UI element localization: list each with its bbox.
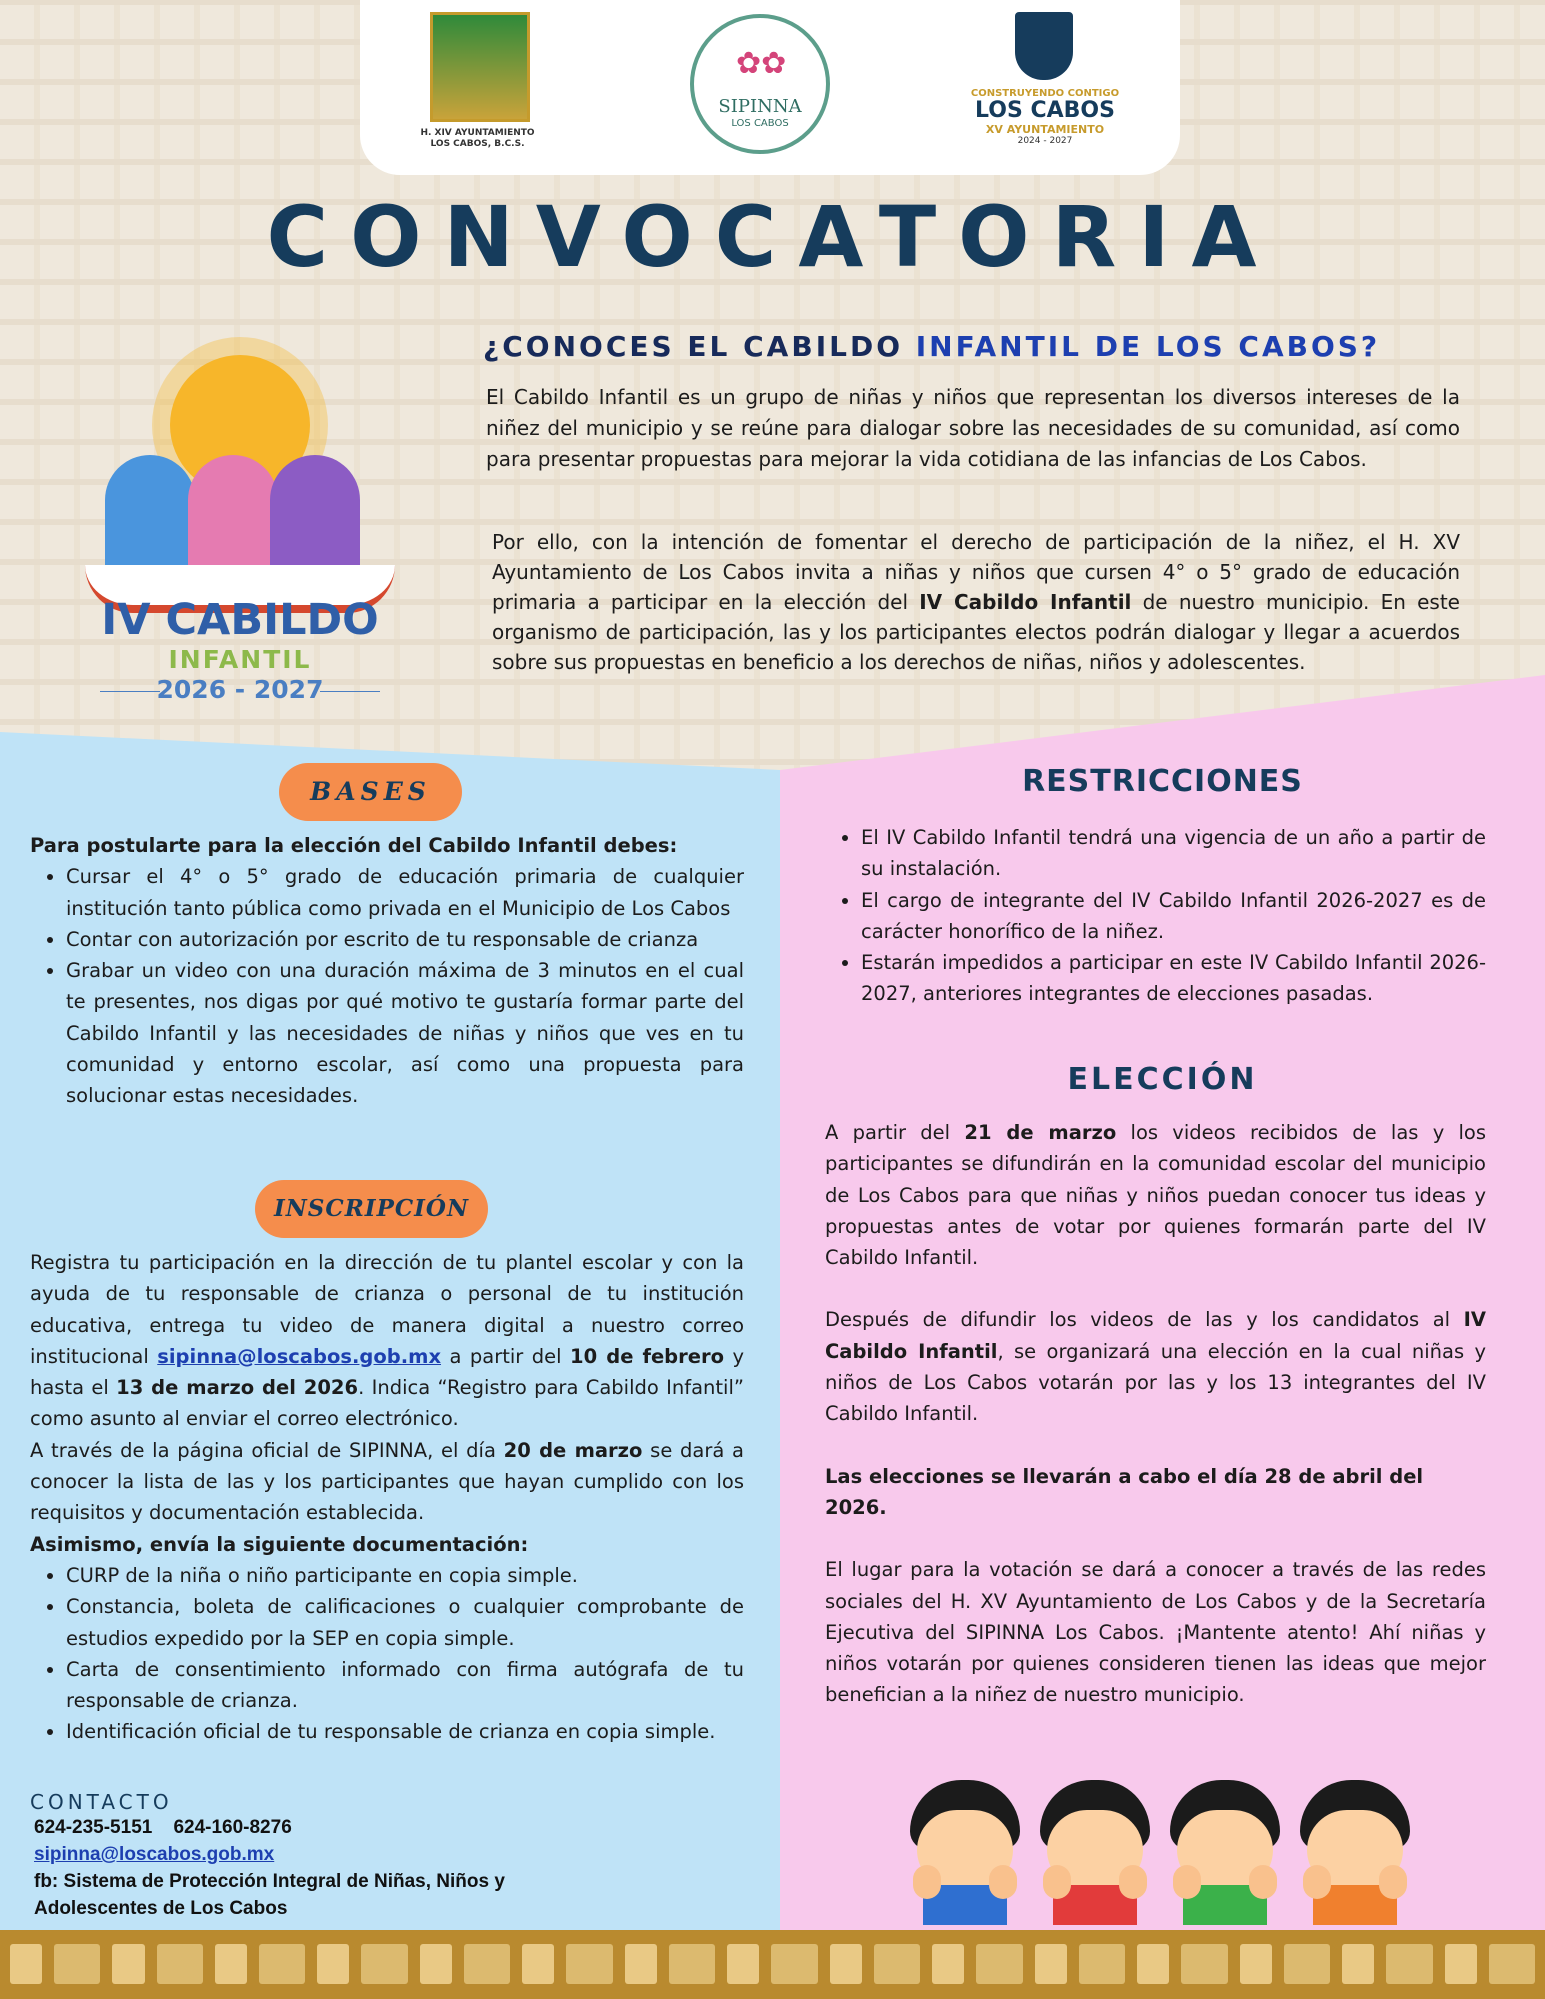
child-silhouette-pink-icon	[188, 455, 278, 575]
docs-list	[30, 1560, 744, 1748]
cabildo-logo-years: 2026 - 2027	[156, 675, 324, 704]
diffusion-date: 21 de marzo	[964, 1121, 1117, 1144]
child-face-icon	[905, 1780, 1025, 1925]
contact-phones: 624-235-5151 624-160-8276	[34, 1817, 292, 1838]
inscripcion-text: se dará a conocer la lista de las y los participantes que hayan cumplido con los requisitos y documentación establecida.	[30, 1438, 744, 1525]
sipinna-logo	[690, 14, 830, 154]
inscripcion-text: a partir del	[441, 1344, 571, 1368]
list-date: 20 de marzo	[503, 1438, 643, 1462]
sipinna-name: SIPINNA	[718, 96, 802, 117]
contact-email-link[interactable]: sipinna@loscabos.gob.mx	[34, 1844, 275, 1865]
bases-label: BASES	[279, 763, 462, 821]
inscripcion-section	[30, 1247, 744, 1748]
child-silhouette-purple-icon	[270, 455, 360, 575]
list-item: • Contar con autorización por escrito de tu responsable de crianza	[66, 924, 744, 955]
election-date-notice: Las elecciones se llevarán a cabo el día 28 de abril del 2026.	[825, 1464, 1424, 1519]
eleccion-section	[825, 1117, 1486, 1742]
list-item: • CURP de la niña o niño participante en copia simple.	[66, 1560, 744, 1591]
inscripcion-text: A través de la página oficial de SIPINNA, el día	[30, 1438, 504, 1462]
list-item: • El cargo de integrante del IV Cabildo Infantil 2026-2027 es de carácter honorífico de la niñez.	[861, 885, 1486, 948]
logo-bar	[360, 0, 1180, 175]
list-item: • Carta de consentimiento informado con firma autógrafa de tu responsable de crianza.	[66, 1654, 744, 1717]
list-item: • Cursar el 4° o 5° grado de educación primaria de cualquier institución tanto pública como privada en el Municipio de Los Cabos	[66, 861, 744, 924]
contact-facebook-cont: Adolescentes de Los Cabos	[34, 1898, 288, 1919]
ayuntamiento-caption: H. XIV AYUNTAMIENTO LOS CABOS, B.C.S.	[420, 128, 535, 149]
child-silhouette-blue-icon	[105, 455, 195, 575]
inscripcion-text: y hasta el	[30, 1344, 745, 1400]
restricciones-list	[825, 822, 1486, 1010]
eleccion-paragraph-1	[825, 1117, 1486, 1273]
contact-facebook: fb: Sistema de Protección Integral de Niñas, Niños y	[34, 1871, 505, 1892]
email-link[interactable]: sipinna@loscabos.gob.mx	[157, 1344, 442, 1368]
list-item: • Constancia, boleta de calificaciones o cualquier comprobante de estudios expedido por la SEP en copia simple.	[66, 1591, 744, 1654]
list-item: • Grabar un video con una duración máxima de 3 minutos en el cual te presentes, nos digas por qué motivo te gustaría formar parte del Cabildo Infantil y las necesidades de niñas y niños que ves en tu comunidad y entorno escolar, así como una propuesta para solucionar estas necesidades.	[66, 955, 744, 1111]
child-face-icon	[1165, 1780, 1285, 1925]
contact-section	[30, 1790, 730, 1922]
restricciones-heading: RESTRICCIONES	[1022, 764, 1303, 799]
cabildo-logo-line1: IV CABILDO	[101, 595, 379, 645]
children-illustration	[905, 1770, 1485, 1930]
los-cabos-ayuntamiento: XV AYUNTAMIENTO	[985, 123, 1105, 136]
docs-heading: Asimismo, envía la siguiente documentación:	[30, 1532, 529, 1556]
inscripcion-text: . Indica “Registro para Cabildo Infantil” como asunto al enviar el correo electrónico.	[30, 1376, 744, 1431]
inscripcion-label: INSCRIPCIÓN	[255, 1180, 488, 1238]
cabildo-infantil-logo	[70, 325, 410, 710]
eleccion-text: Después de difundir los videos de las y los candidatos al	[825, 1308, 1464, 1332]
intro-p2-bold: IV Cabildo Infantil	[919, 590, 1132, 614]
eleccion-bold: IV Cabildo Infantil	[825, 1308, 1486, 1363]
footer-pattern-band	[0, 1930, 1545, 1999]
eleccion-text: los videos recibidos de las y los participantes se difundirán en la comunidad escolar del municipio de Los Cabos para que niñas y niños puedan conocer tus ideas y propuestas antes de votar por quienes formarán parte del IV Cabildo Infantil.	[825, 1121, 1487, 1270]
restricciones-section	[825, 822, 1486, 1010]
end-date: 13 de marzo del 2026	[116, 1376, 359, 1400]
eleccion-heading: ELECCIÓN	[1067, 1062, 1258, 1097]
intro-question	[483, 330, 1380, 363]
los-cabos-tagline: CONSTRUYENDO CONTIGO	[970, 88, 1120, 99]
eleccion-text: , se organizará una elección en la cual niñas y niños de Los Cabos votarán por las y los 13 integrantes del IV Cabildo Infantil.	[825, 1339, 1487, 1426]
inscripcion-paragraph-2	[30, 1435, 744, 1529]
contact-heading: CONTACTO	[30, 1790, 173, 1814]
los-cabos-name: LOS CABOS	[975, 98, 1115, 123]
bases-heading: Para postularte para la elección del Cabildo Infantil debes:	[30, 834, 678, 857]
los-cabos-years: 2024 - 2027	[1017, 136, 1073, 146]
list-item: • El IV Cabildo Infantil tendrá una vigencia de un año a partir de su instalación.	[861, 822, 1486, 885]
intro-paragraph-2	[492, 527, 1460, 677]
intro-paragraph-1: El Cabildo Infantil es un grupo de niñas y niños que representan los diversos intereses de la niñez del municipio y se reúne para dialogar sobre las necesidades de su comunidad, así como para presentar propuestas para mejorar la vida cotidiana de las infancias de Los Cabos.	[486, 385, 1460, 471]
question-part1: ¿CONOCES EL CABILDO	[483, 330, 916, 363]
sipinna-sub: LOS CABOS	[731, 118, 789, 129]
list-item: • Identificación oficial de tu responsable de crianza en copia simple.	[66, 1716, 744, 1747]
intro-p2-text: Por ello, con la intención de fomentar el derecho de participación de la niñez, el H. XV Ayuntamiento de Los Cabos invita a niñas y niños que cursen 4° o 5° grado de educación primaria a participar en la elección del	[492, 530, 1460, 614]
inscripcion-text: Registra tu participación en la dirección de tu plantel escolar y con la ayuda de tu responsable de crianza o personal de tu institución educativa, entrega tu video de manera digital a nuestro correo institucional	[30, 1251, 744, 1368]
cabildo-logo-line2: INFANTIL	[168, 645, 312, 674]
start-date: 10 de febrero	[570, 1344, 724, 1368]
inscripcion-paragraph-1	[30, 1247, 744, 1435]
eleccion-paragraph-4: El lugar para la votación se dará a conocer a través de las redes sociales del H. XV Ayuntamiento de Los Cabos y de la Secretaría Ejecutiva del SIPINNA Los Cabos. ¡Mantente atento! Ahí niñas y niños votarán por quienes consideren tienen las ideas que mejor benefician a la niñez de nuestro municipio.	[825, 1558, 1486, 1707]
los-cabos-logo	[945, 88, 1145, 146]
bases-section	[30, 830, 744, 1112]
children-circle-icon: ✿✿	[736, 46, 787, 81]
question-part2: INFANTIL DE LOS CABOS?	[915, 330, 1381, 363]
eleccion-paragraph-2	[825, 1304, 1486, 1429]
bases-list	[30, 861, 744, 1111]
child-face-icon	[1295, 1780, 1415, 1925]
ayuntamiento-shield-logo	[430, 12, 530, 122]
intro-p2-text-end: de nuestro municipio. En este organismo de participación, las y los participantes electos podrán dialogar y llegar a acuerdos sobre sus propuestas en beneficio a los derechos de niñas, niños y adolescentes.	[492, 590, 1460, 674]
child-face-icon	[1035, 1780, 1155, 1925]
list-item: • Estarán impedidos a participar en este IV Cabildo Infantil 2026-2027, anteriores integrantes de elecciones pasadas.	[861, 947, 1486, 1010]
eleccion-text: A partir del	[825, 1121, 965, 1144]
los-cabos-shield-logo	[1015, 12, 1073, 80]
page-title: CONVOCATORIA	[266, 188, 1279, 286]
